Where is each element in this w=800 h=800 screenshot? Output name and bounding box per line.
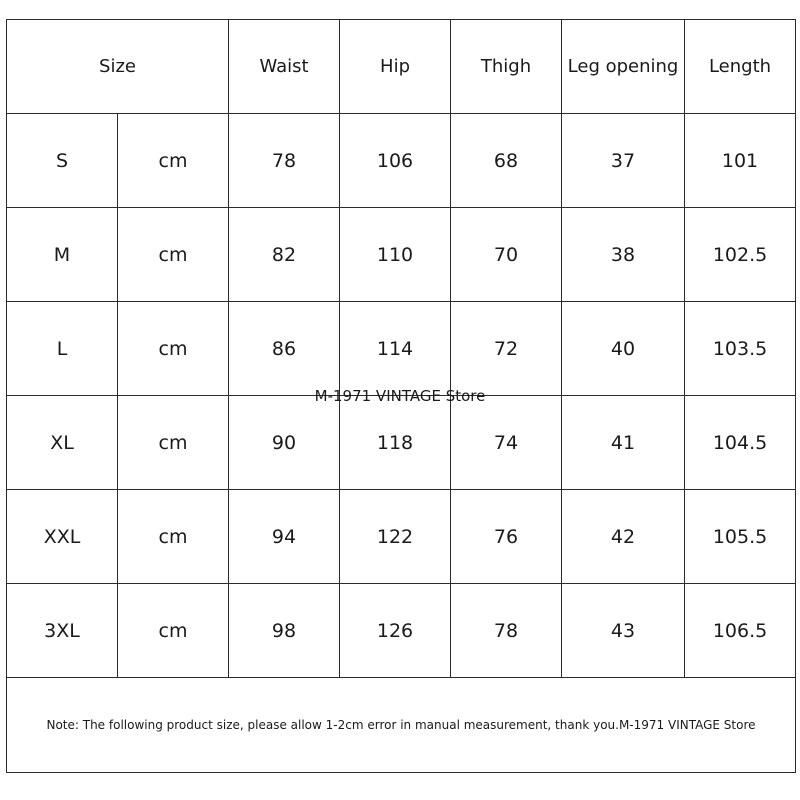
waist-cell: 82 <box>229 208 340 302</box>
hip-cell: 126 <box>340 584 451 678</box>
size-cell: 3XL <box>7 584 118 678</box>
leg-opening-cell: 38 <box>562 208 685 302</box>
header-size: Size <box>7 20 229 114</box>
unit-cell: cm <box>118 490 229 584</box>
table-row <box>7 302 796 396</box>
measurement-note: Note: The following product size, please allow 1-2cm error in manual measurement, thank you.M-1971 VINTAGE Store <box>7 678 796 773</box>
header-thigh: Thigh <box>451 20 562 114</box>
waist-cell: 90 <box>229 396 340 490</box>
length-cell: 101 <box>685 114 796 208</box>
table-row <box>7 490 796 584</box>
header-waist: Waist <box>229 20 340 114</box>
length-cell: 103.5 <box>685 302 796 396</box>
length-cell: 104.5 <box>685 396 796 490</box>
size-chart-table <box>6 19 796 773</box>
table-row <box>7 584 796 678</box>
store-watermark: M-1971 VINTAGE Store <box>314 387 486 405</box>
header-hip: Hip <box>340 20 451 114</box>
hip-cell: 110 <box>340 208 451 302</box>
thigh-cell: 74 <box>451 396 562 490</box>
size-cell: XXL <box>7 490 118 584</box>
length-cell: 106.5 <box>685 584 796 678</box>
waist-cell: 94 <box>229 490 340 584</box>
leg-opening-cell: 41 <box>562 396 685 490</box>
note-row <box>7 678 796 773</box>
leg-opening-cell: 42 <box>562 490 685 584</box>
size-cell: M <box>7 208 118 302</box>
thigh-cell: 68 <box>451 114 562 208</box>
size-cell: XL <box>7 396 118 490</box>
header-row <box>7 20 796 114</box>
unit-cell: cm <box>118 208 229 302</box>
unit-cell: cm <box>118 396 229 490</box>
size-cell: L <box>7 302 118 396</box>
thigh-cell: 70 <box>451 208 562 302</box>
waist-cell: 98 <box>229 584 340 678</box>
unit-cell: cm <box>118 302 229 396</box>
leg-opening-cell: 43 <box>562 584 685 678</box>
waist-cell: 86 <box>229 302 340 396</box>
table-row <box>7 208 796 302</box>
unit-cell: cm <box>118 114 229 208</box>
leg-opening-cell: 40 <box>562 302 685 396</box>
hip-cell: 118 <box>340 396 451 490</box>
table-row <box>7 114 796 208</box>
length-cell: 105.5 <box>685 490 796 584</box>
header-leg-opening: Leg opening <box>562 20 685 114</box>
hip-cell: 106 <box>340 114 451 208</box>
thigh-cell: 78 <box>451 584 562 678</box>
thigh-cell: 72 <box>451 302 562 396</box>
thigh-cell: 76 <box>451 490 562 584</box>
header-length: Length <box>685 20 796 114</box>
leg-opening-cell: 37 <box>562 114 685 208</box>
size-cell: S <box>7 114 118 208</box>
waist-cell: 78 <box>229 114 340 208</box>
length-cell: 102.5 <box>685 208 796 302</box>
hip-cell: 114 <box>340 302 451 396</box>
unit-cell: cm <box>118 584 229 678</box>
hip-cell: 122 <box>340 490 451 584</box>
table-row <box>7 396 796 490</box>
